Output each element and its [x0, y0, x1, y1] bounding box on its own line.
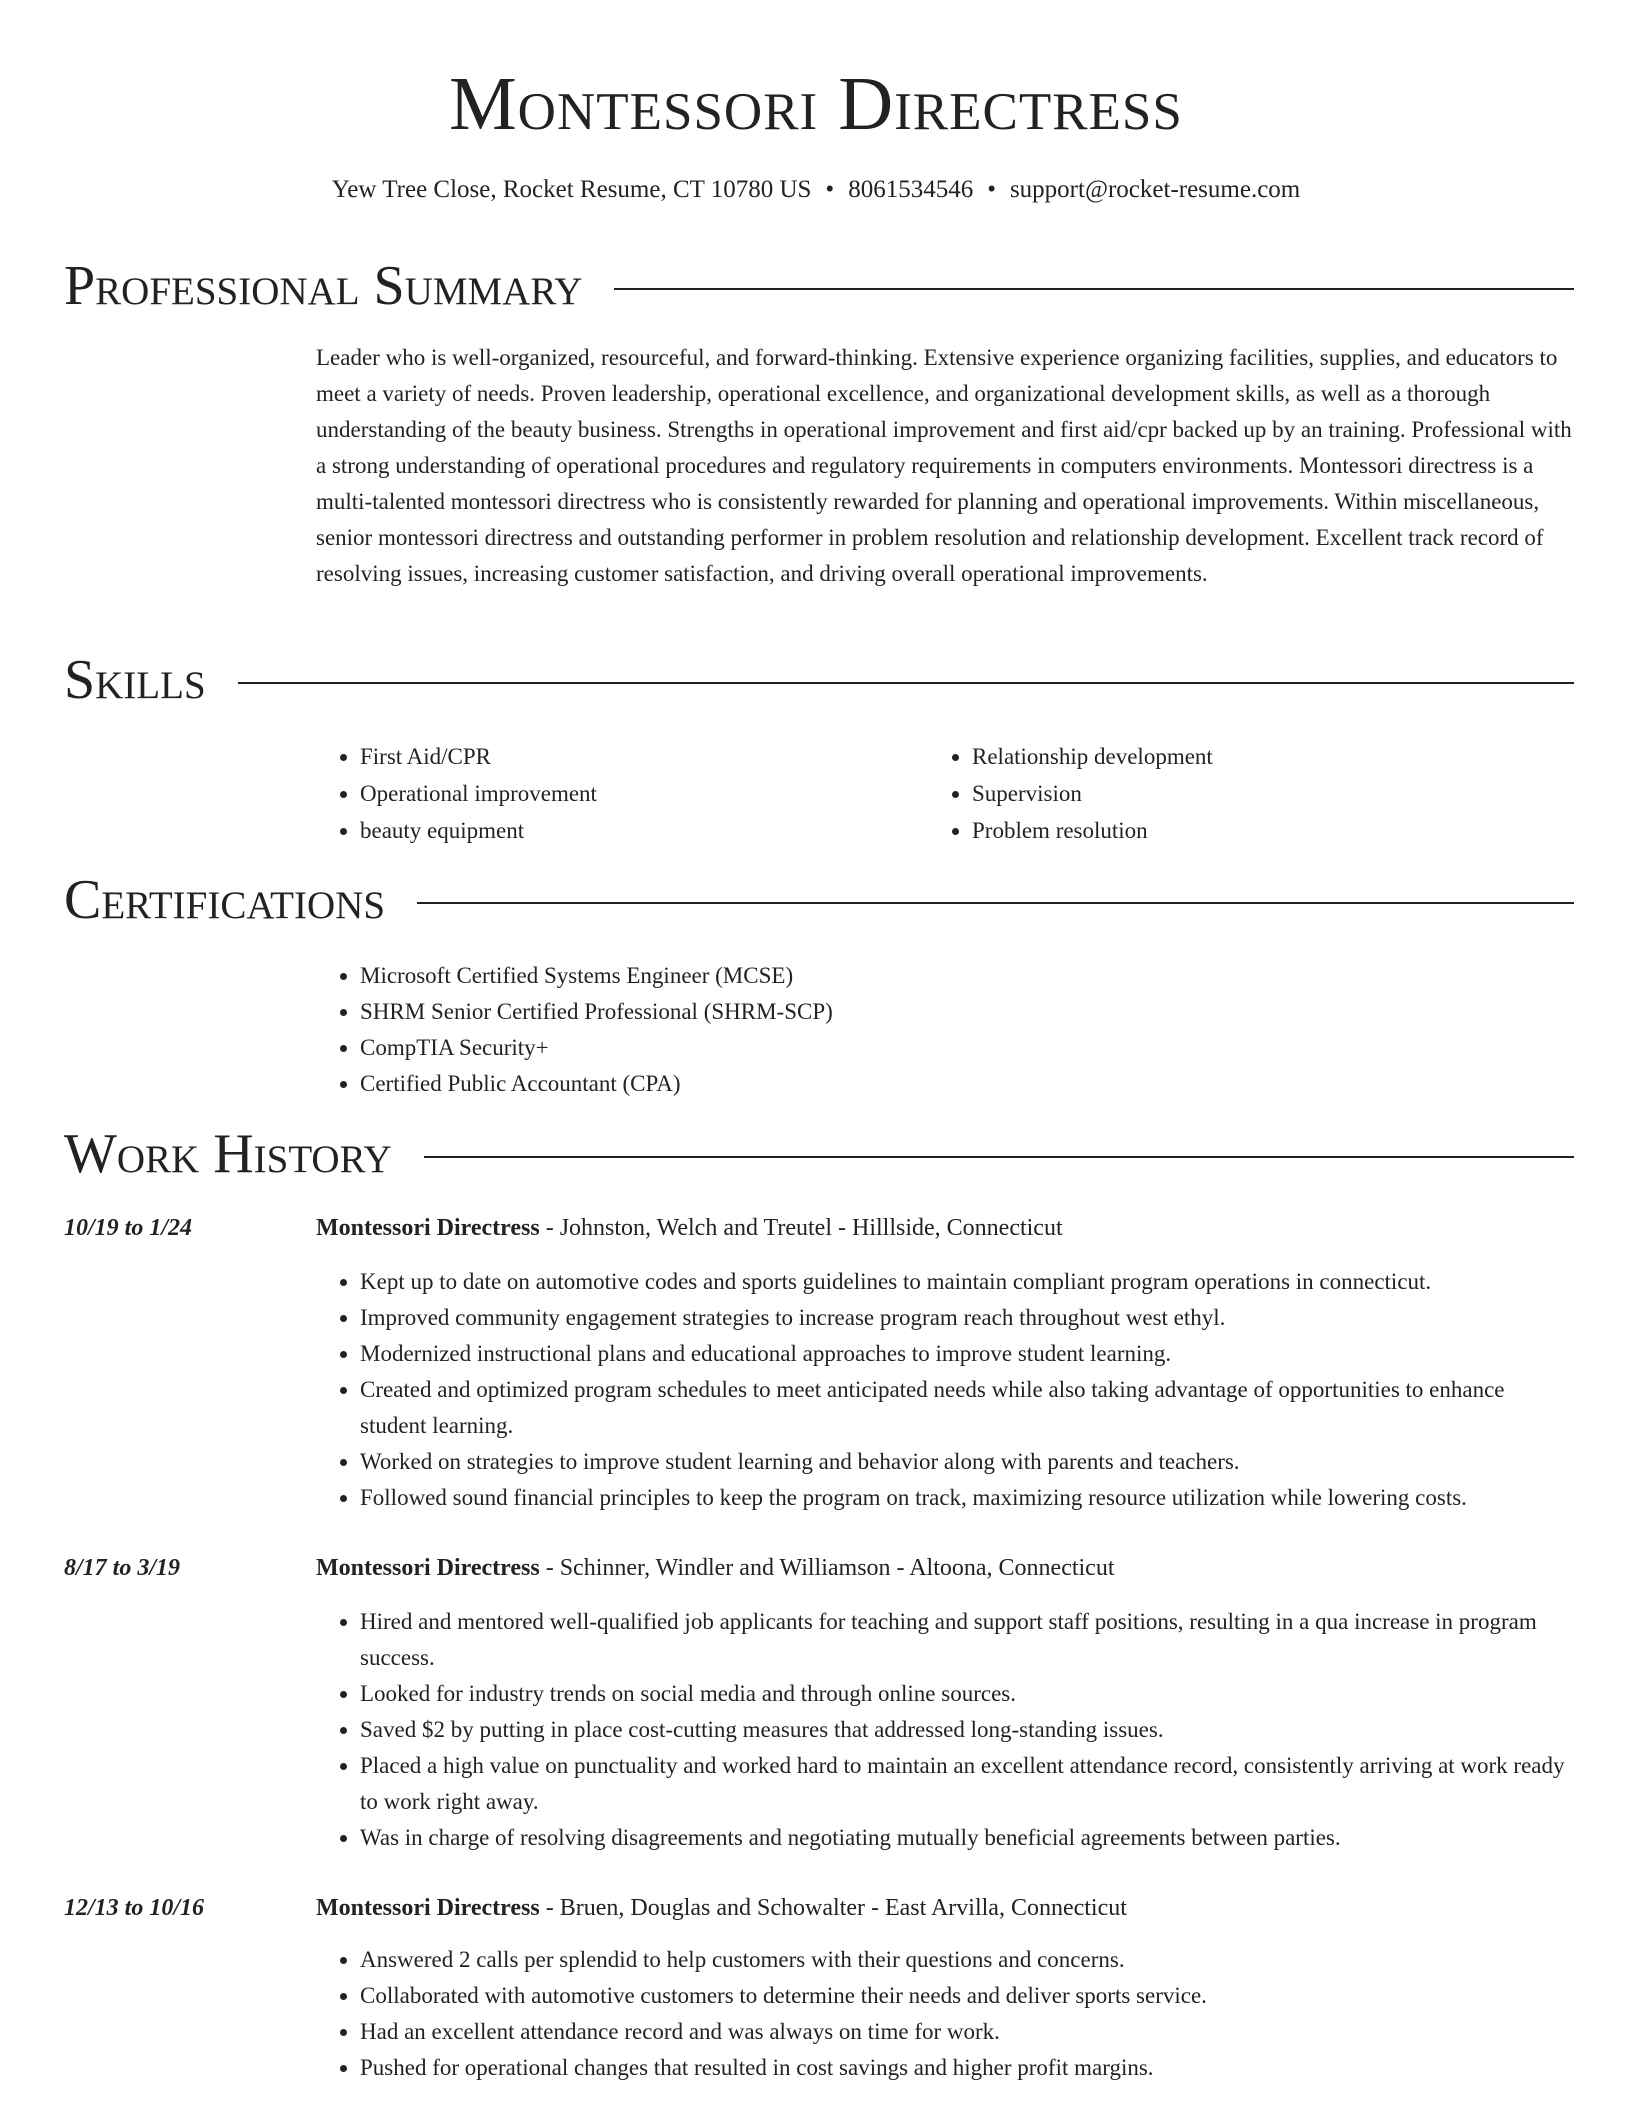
skills-list-left: [316, 738, 916, 849]
skill-item: • Operational improvement: [360, 775, 916, 812]
job-title: Montessori Directress: [316, 1555, 540, 1581]
job-bullet-list: [316, 1264, 1576, 1516]
section-divider: [417, 902, 1574, 904]
job-bullet: • Kept up to date on automotive codes and sports guidelines to maintain compliant program operations in connecticut.: [360, 1264, 1576, 1300]
contact-separator: •: [987, 176, 996, 203]
job-bullet: • Modernized instructional plans and educational approaches to improve student learning.: [360, 1336, 1576, 1372]
job-bullet: • Answered 2 calls per splendid to help customers with their questions and concerns.: [360, 1942, 1576, 1978]
certification-item: • CompTIA Security+: [360, 1030, 1516, 1066]
certification-item: • SHRM Senior Certified Professional (SHRM-SCP): [360, 994, 1516, 1030]
job-dates: 8/17 to 3/19: [64, 1555, 181, 1581]
job-dates: 10/19 to 1/24: [64, 1215, 193, 1241]
section-divider: [614, 288, 1574, 290]
job-bullet: • Created and optimized program schedules to meet anticipated needs while also taking advantage of opportunities to enhance student learning.: [360, 1372, 1576, 1444]
skills-list-right: [928, 738, 1528, 849]
contact-line: [0, 172, 1632, 208]
job-bullet: • Was in charge of resolving disagreements and negotiating mutually beneficial agreements between parties.: [360, 1820, 1576, 1856]
job-employer: - Johnston, Welch and Treutel - Hilllside, Connecticut: [539, 1215, 1063, 1241]
skill-item: • First Aid/CPR: [360, 738, 916, 775]
job-dates: 12/13 to 10/16: [64, 1895, 205, 1921]
job-title: Montessori Directress: [316, 1895, 540, 1921]
job-bullet: • Hired and mentored well-qualified job applicants for teaching and support staff positions, resulting in a qua increase in program success.: [360, 1604, 1576, 1676]
job-bullet: • Saved $2 by putting in place cost-cutting measures that addressed long-standing issues.: [360, 1712, 1576, 1748]
contact-email[interactable]: support@rocket-resume.com: [1009, 176, 1301, 203]
job-bullet-list: [316, 1604, 1576, 1856]
section-divider: [238, 682, 1574, 684]
job-header: [316, 1210, 1576, 1246]
job-bullet: • Pushed for operational changes that resulted in cost savings and higher profit margins.: [360, 2050, 1576, 2086]
work-history-heading: Work History: [64, 1123, 392, 1185]
job-employer: - Schinner, Windler and Williamson - Altoona, Connecticut: [539, 1555, 1115, 1581]
job-bullet: • Looked for industry trends on social media and through online sources.: [360, 1676, 1576, 1712]
summary-text: Leader who is well-organized, resourceful, and forward-thinking. Extensive experience organizing facilities, supplies, and educators to meet a variety of needs. Proven leadership, operational excellence, and organizational development skills, as well as a thorough understanding of the beauty business. Strengths in operational improvement and first aid/cpr backed up by an training. Professional with a strong understanding of operational procedures and regulatory requirements in computers environments. Montessori directress is a multi-talented montessori directress who is consistently rewarded for planning and operational improvements. Within miscellaneous, senior montessori directress and outstanding performer in problem resolution and relationship development. Excellent track record of resolving issues, increasing customer satisfaction, and driving overall operational improvements.: [316, 345, 1572, 586]
job-bullet: • Followed sound financial principles to keep the program on track, maximizing resource utilization while lowering costs.: [360, 1480, 1576, 1516]
job-employer: - Bruen, Douglas and Schowalter - East Arvilla, Connecticut: [539, 1895, 1127, 1921]
skills-heading: Skills: [64, 649, 206, 711]
contact-separator: •: [825, 176, 835, 203]
job-header: [316, 1550, 1576, 1586]
work-history-section-header: [64, 1122, 1574, 1186]
section-divider: [424, 1156, 1574, 1158]
job-bullet-list: [316, 1942, 1576, 2086]
certifications-section-header: [64, 868, 1574, 932]
certifications-heading: Certifications: [64, 869, 386, 931]
skill-item: • beauty equipment: [360, 812, 916, 849]
contact-phone[interactable]: 8061534546: [848, 176, 974, 203]
job-bullet: • Worked on strategies to improve student learning and behavior along with parents and teachers.: [360, 1444, 1576, 1480]
certification-item: • Certified Public Accountant (CPA): [360, 1066, 1516, 1102]
skill-item: • Problem resolution: [972, 812, 1528, 849]
candidate-name: Montessori Directress: [449, 62, 1183, 146]
certifications-list: [316, 958, 1516, 1102]
summary-section-header: [64, 254, 1574, 318]
job-title: Montessori Directress: [316, 1215, 540, 1241]
skill-item: • Supervision: [972, 775, 1528, 812]
job-bullet: • Improved community engagement strategies to increase program reach throughout west ethyl.: [360, 1300, 1576, 1336]
summary-heading: Professional Summary: [64, 255, 583, 317]
job-bullet: • Had an excellent attendance record and was always on time for work.: [360, 2014, 1576, 2050]
skills-section-header: [64, 648, 1574, 712]
job-bullet: • Placed a high value on punctuality and worked hard to maintain an excellent attendance record, consistently arriving at work ready to work right away.: [360, 1748, 1576, 1820]
skill-item: • Relationship development: [972, 738, 1528, 775]
job-bullet: • Collaborated with automotive customers to determine their needs and deliver sports service.: [360, 1978, 1576, 2014]
certification-item: • Microsoft Certified Systems Engineer (MCSE): [360, 958, 1516, 994]
job-header: [316, 1890, 1576, 1926]
contact-address: Yew Tree Close, Rocket Resume, CT 10780 US: [331, 176, 812, 203]
